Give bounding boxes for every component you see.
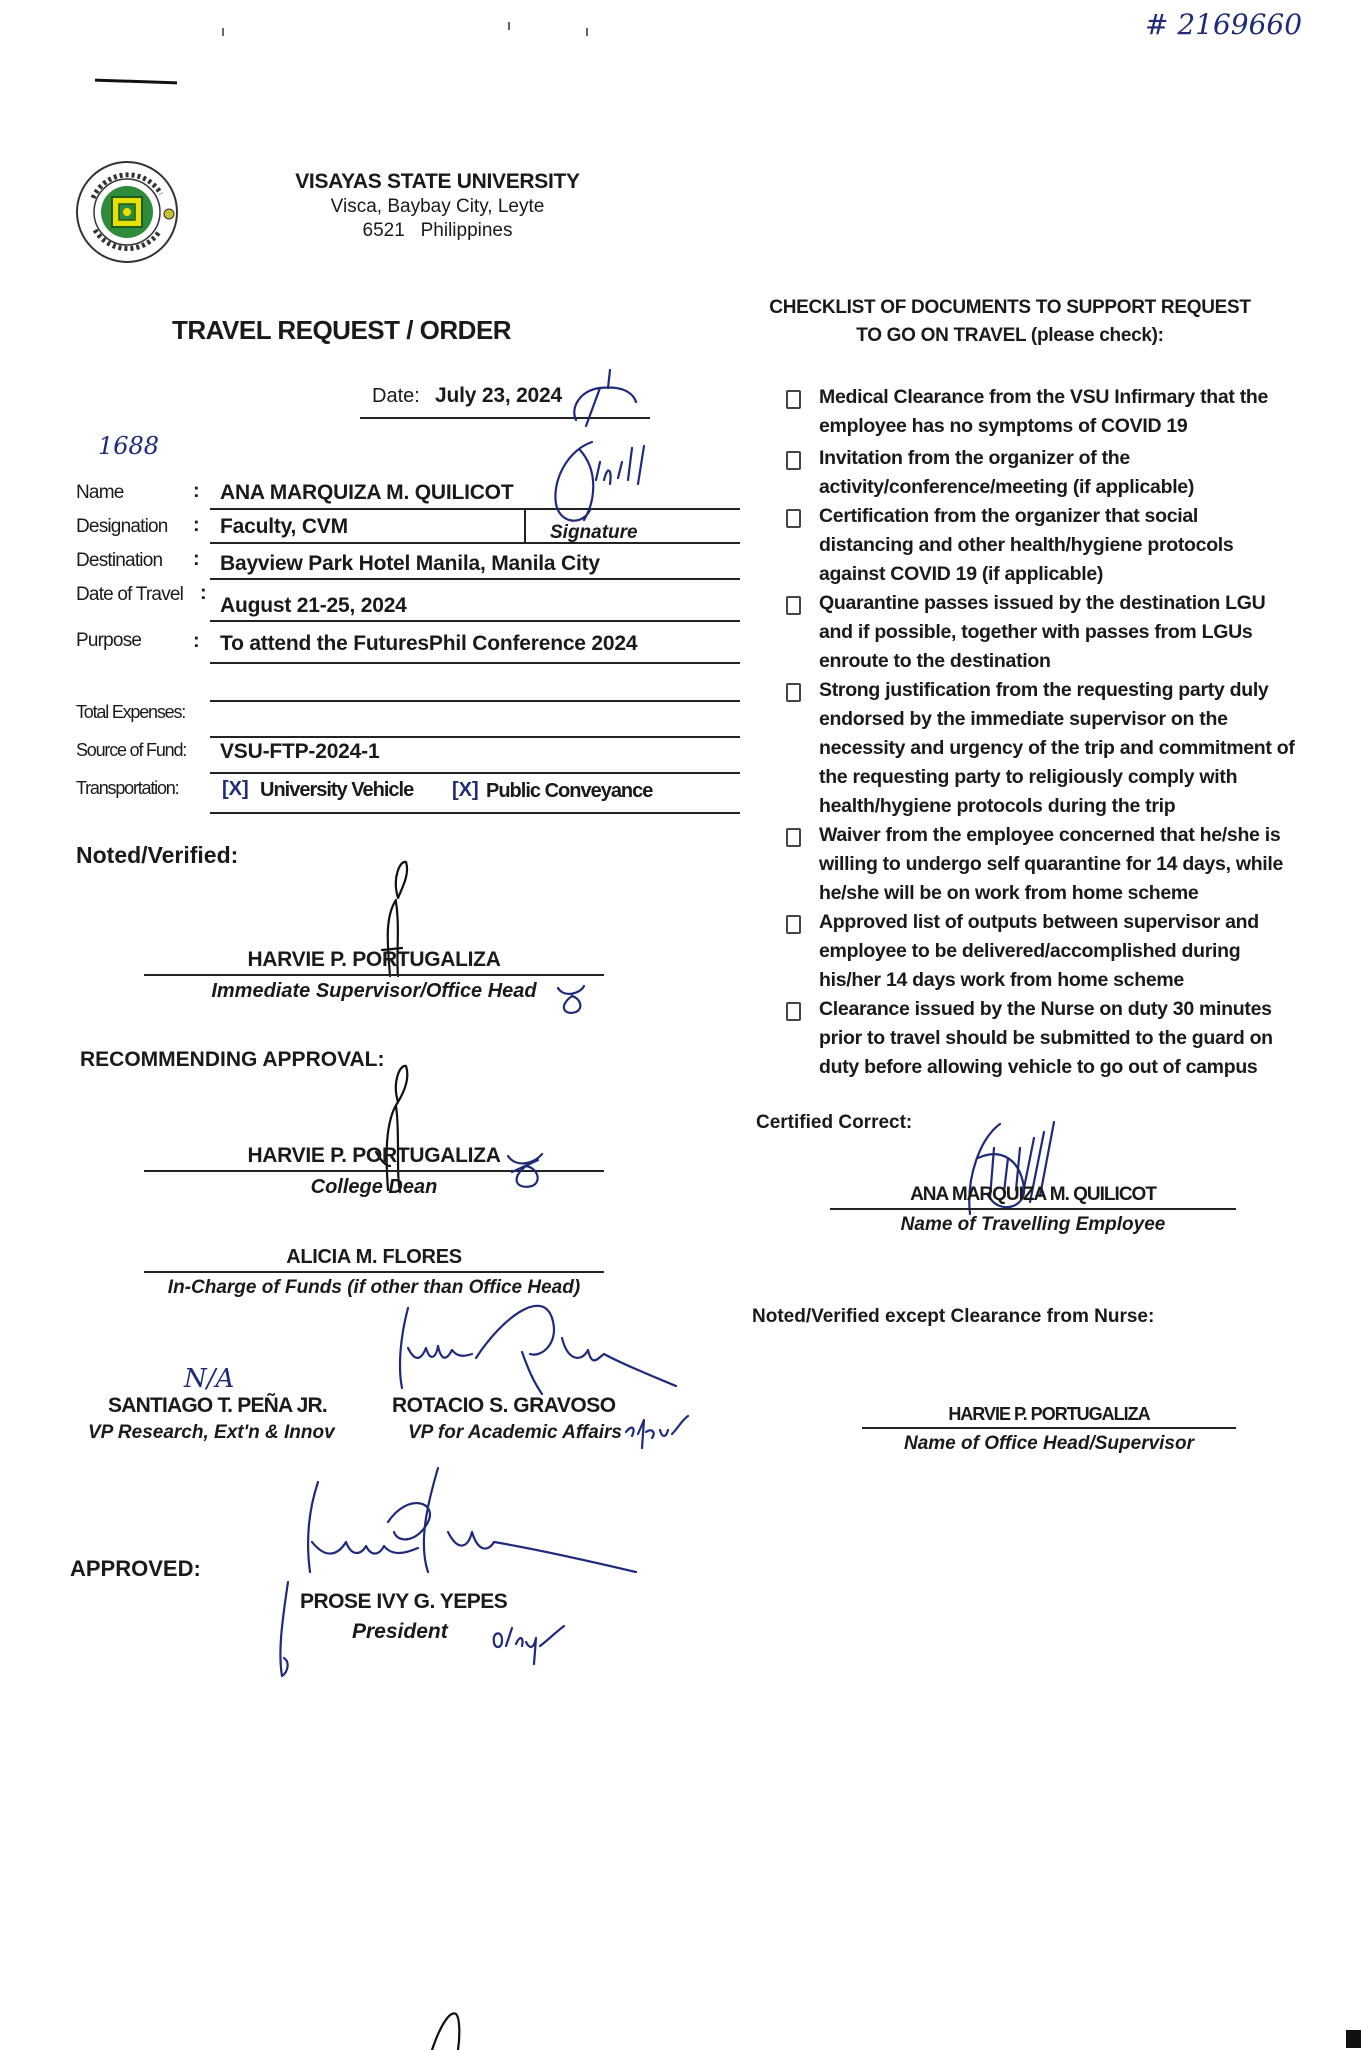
vp-research-signatory bbox=[88, 1394, 378, 1444]
university-name: VISAYAS STATE UNIVERSITY bbox=[295, 170, 580, 193]
funds-signatory bbox=[144, 1246, 604, 1299]
checklist-item bbox=[786, 589, 1306, 676]
field-transportation bbox=[76, 776, 666, 812]
checklist-item-text: Certification from the organizer that social distancing and other health/hygiene protocols against COVID 19 (if applicable) bbox=[819, 505, 1234, 585]
president-name: PROSE IVY G. YEPES bbox=[300, 1590, 508, 1613]
university-header bbox=[240, 170, 635, 242]
checklist-checkbox[interactable] bbox=[786, 683, 801, 702]
checklist-item bbox=[786, 502, 1306, 589]
name-value[interactable]: ANA MARQUIZA M. QUILICOT bbox=[220, 481, 514, 504]
university-address-line1: Visca, Baybay City, Leyte bbox=[330, 196, 545, 217]
noted-verified-label: Noted/Verified: bbox=[76, 842, 239, 868]
transportation-label: Transportation: bbox=[76, 778, 179, 798]
field-line bbox=[210, 812, 740, 814]
scan-mark bbox=[95, 79, 177, 85]
noted-except-signatory bbox=[862, 1404, 1236, 1455]
certified-role: Name of Travelling Employee bbox=[900, 1214, 1166, 1235]
president-signature bbox=[268, 1462, 648, 1682]
field-line bbox=[210, 772, 740, 774]
university-vehicle-label: University Vehicle bbox=[260, 779, 414, 801]
date-initial-mark bbox=[490, 1624, 570, 1670]
checklist-title bbox=[760, 294, 1260, 350]
field-line bbox=[210, 662, 740, 664]
field-line bbox=[210, 620, 740, 622]
checklist-item bbox=[786, 383, 1306, 441]
checklist-checkbox[interactable] bbox=[786, 1002, 801, 1021]
vp-academic-role: VP for Academic Affairs bbox=[408, 1422, 623, 1443]
employee-signature bbox=[548, 440, 668, 540]
funds-name: ALICIA M. FLORES bbox=[144, 1246, 604, 1273]
checklist-title-line2: TO GO ON TRAVEL (please check): bbox=[856, 325, 1164, 346]
scan-mark bbox=[222, 28, 224, 36]
destination-value[interactable]: Bayview Park Hotel Manila, Manila City bbox=[220, 552, 600, 575]
field-source-of-fund bbox=[76, 738, 666, 774]
public-conveyance-checkbox[interactable]: [X] bbox=[452, 779, 479, 801]
university-vehicle-checkbox[interactable]: [X] bbox=[222, 778, 249, 800]
purpose-value[interactable]: To attend the FuturesPhil Conference 2024 bbox=[220, 632, 638, 655]
initial-mark bbox=[504, 1150, 548, 1192]
signature-divider bbox=[524, 508, 526, 542]
initial-mark bbox=[622, 1414, 692, 1450]
checklist-checkbox[interactable] bbox=[786, 509, 801, 528]
supervisor-name: HARVIE P. PORTUGALIZA bbox=[144, 948, 604, 976]
checklist-item bbox=[786, 908, 1306, 995]
funds-role: In-Charge of Funds (if other than Office Head) bbox=[167, 1277, 581, 1298]
vp-academic-signature bbox=[392, 1298, 692, 1398]
checklist-item bbox=[786, 676, 1306, 821]
field-colon: : bbox=[193, 480, 200, 502]
noted-except-label: Noted/Verified except Clearance from Nurse: bbox=[752, 1306, 1155, 1327]
field-line bbox=[210, 542, 740, 544]
checklist-item-text: Strong justification from the requesting party duly endorsed by the immediate supervisor on the necessity and urgency of the trip and commitment of the requesting party to religiously comply with health/hygiene protocols during the trip bbox=[819, 679, 1295, 817]
dean-name: HARVIE P. PORTUGALIZA bbox=[144, 1144, 604, 1172]
form-title: TRAVEL REQUEST / ORDER bbox=[172, 315, 512, 345]
checklist-checkbox[interactable] bbox=[786, 828, 801, 847]
certified-signatory bbox=[830, 1184, 1236, 1236]
scan-edge bbox=[1346, 2030, 1361, 2048]
field-colon: : bbox=[193, 548, 200, 570]
checklist-item bbox=[786, 444, 1306, 502]
checklist-item-text: Clearance issued by the Nurse on duty 30 minutes prior to travel should be submitted to the guard on duty before allowing vehicle to go out of campus bbox=[819, 998, 1273, 1078]
na-note: N/A bbox=[184, 1364, 235, 1394]
control-number: # 2169660 bbox=[1145, 8, 1303, 41]
university-address-line2: 6521 Philippines bbox=[362, 220, 513, 241]
field-label: Designation bbox=[76, 516, 168, 537]
scan-mark bbox=[508, 22, 510, 30]
scan-mark bbox=[586, 28, 588, 36]
date-label: Date: bbox=[372, 385, 420, 407]
field-total-expenses bbox=[76, 700, 666, 736]
field-label: Total Expenses: bbox=[76, 702, 186, 722]
checklist-item bbox=[786, 995, 1306, 1082]
president-role: President bbox=[352, 1620, 448, 1643]
certified-correct-label: Certified Correct: bbox=[756, 1112, 913, 1133]
field-label: Purpose bbox=[76, 630, 142, 651]
checklist-title-line1: CHECKLIST OF DOCUMENTS TO SUPPORT REQUEST bbox=[769, 297, 1251, 318]
approved-label: APPROVED: bbox=[70, 1556, 201, 1581]
field-colon: : bbox=[200, 582, 207, 604]
field-purpose bbox=[76, 628, 666, 662]
noted-except-name: HARVIE P. PORTUGALIZA bbox=[862, 1404, 1236, 1429]
designation-value[interactable]: Faculty, CVM bbox=[220, 515, 348, 538]
initial-mark bbox=[554, 984, 590, 1016]
field-date-of-travel bbox=[76, 580, 666, 617]
vp-research-name: SANTIAGO T. PEÑA JR. bbox=[108, 1394, 327, 1417]
checklist-checkbox[interactable] bbox=[786, 390, 801, 409]
field-label: Source of Fund: bbox=[76, 740, 187, 760]
field-destination bbox=[76, 546, 666, 578]
checklist-item-text: Waiver from the employee concerned that he/she is willing to undergo self quarantine for 14 days, while he/she will be on work from home scheme bbox=[819, 824, 1284, 904]
noted-except-role: Name of Office Head/Supervisor bbox=[903, 1433, 1195, 1454]
stray-pen-mark bbox=[430, 2006, 470, 2050]
checklist bbox=[786, 383, 1306, 1082]
field-label: Destination bbox=[76, 550, 163, 571]
signature-label: Signature bbox=[550, 522, 638, 543]
supervisor-signatory bbox=[144, 948, 604, 1003]
handwritten-number: 1688 bbox=[98, 432, 160, 460]
checklist-item-text: Invitation from the organizer of the activity/conference/meeting (if applicable) bbox=[819, 447, 1195, 498]
field-label: Date of Travel bbox=[76, 584, 184, 605]
source-of-fund-value[interactable]: VSU-FTP-2024-1 bbox=[220, 740, 380, 763]
vp-research-role: VP Research, Ext'n & Innov bbox=[88, 1422, 335, 1443]
supervisor-role: Immediate Supervisor/Office Head bbox=[211, 980, 537, 1002]
checklist-item-text: Quarantine passes issued by the destination LGU and if possible, together with passes from LGUs enroute to the destination bbox=[819, 592, 1266, 672]
checklist-item-text: Approved list of outputs between supervisor and employee to be delivered/accomplished during his/her 14 days work from home scheme bbox=[819, 911, 1259, 991]
field-label: Name bbox=[76, 482, 124, 503]
dean-role: College Dean bbox=[310, 1176, 438, 1198]
certified-name: ANA MARQUIZA M. QUILICOT bbox=[830, 1184, 1236, 1210]
public-conveyance-label: Public Conveyance bbox=[486, 780, 653, 802]
vp-academic-name: ROTACIO S. GRAVOSO bbox=[392, 1394, 616, 1417]
field-colon: : bbox=[193, 514, 200, 536]
university-seal bbox=[73, 158, 181, 266]
recommending-approval-label: RECOMMENDING APPROVAL: bbox=[80, 1048, 385, 1071]
date-of-travel-value[interactable]: August 21-25, 2024 bbox=[220, 594, 407, 617]
field-colon: : bbox=[193, 630, 200, 652]
checklist-checkbox[interactable] bbox=[786, 596, 801, 615]
checklist-checkbox[interactable] bbox=[786, 915, 801, 934]
checklist-item-text: Medical Clearance from the VSU Infirmary that the employee has no symptoms of COVID 19 bbox=[819, 386, 1269, 437]
date-value[interactable]: July 23, 2024 bbox=[435, 384, 562, 407]
checklist-checkbox[interactable] bbox=[786, 451, 801, 470]
initial-signature bbox=[570, 368, 640, 428]
checklist-item bbox=[786, 821, 1306, 908]
